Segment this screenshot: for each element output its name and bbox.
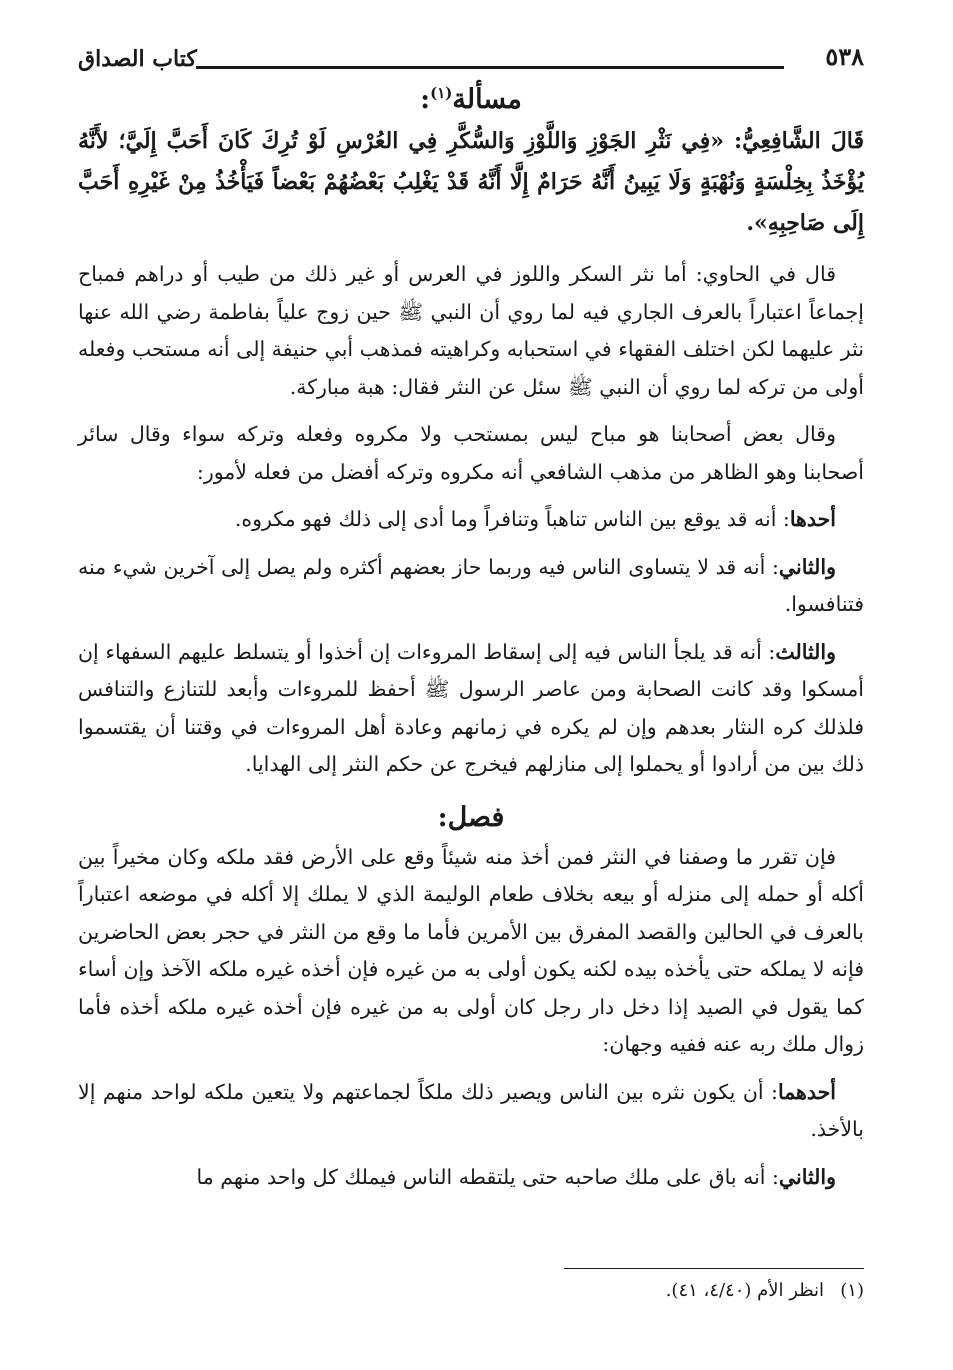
book-title: كتاب الصداق: [78, 46, 197, 72]
section-heading-fasl: فصل:: [437, 801, 505, 833]
heading-text: مسألة: [452, 84, 522, 115]
item-label: أحدهما: [777, 1079, 836, 1104]
item-text: : أنه باق على ملك صاحبه حتى يلتقطه الناس فيملك كل واحد منهم ما: [196, 1164, 779, 1189]
footnote-rule: [564, 1268, 864, 1269]
item-label: أحدها: [789, 507, 836, 531]
footnote-number: (١): [840, 1280, 864, 1301]
paragraph: قال في الحاوي: أما نثر السكر واللوز في العرس أو غير ذلك من طيب أو دراهم فمباح إجماعاً اعتباراً بالعرف الجاري فيه لما روي أن النبي ﷺ حين زوج علياً بفاطمة رضي الله عنها نثر عليهما لكن اختلف الفقهاء في استحبابه وكراهيته فمذهب أبي حنيفة إلى أنه مستحب وفعله أولى من تركه لما روي أن النبي ﷺ سئل عن النثر فقال: هبة مباركة.: [78, 262, 864, 399]
page-number: ٥٣٨: [825, 42, 864, 71]
footnote-ref[interactable]: (١): [430, 84, 453, 102]
footnote-text: انظر الأم (٤/٤٠، ٤١).: [665, 1280, 824, 1301]
item-text: : أنه قد يوقع بين الناس تناهباً وتنافراً وما أدى إلى ذلك فهو مكروه.: [234, 507, 790, 531]
footnote-area: [78, 0, 864, 1370]
item-text: : أنه قد لا يتساوى الناس فيه وربما حاز بعضهم أكثره ولم يصل إلى آخرين شيء منه فتنافسوا.: [78, 554, 864, 616]
footnote: [78, 1280, 864, 1301]
item-label: والثاني: [778, 554, 836, 579]
paragraph: وقال بعض أصحابنا هو مباح ليس بمستحب ولا مكروه وفعله وتركه سواء وقال سائر أصحابنا وهو الظاهر من مذهب الشافعي أنه مكروه وتركه أفضل من فعله لأمور:: [78, 422, 864, 484]
paragraph: فإن تقرر ما وصفنا في النثر فمن أخذ منه شيئاً وقع على الأرض فقد ملكه وكان مخيراً بين أكله أو حمله إلى منزله أو بيعه بخلاف طعام الوليمة الذي لا يملك إلا أكله في موضعه اعتباراً بالعرف في الحالين والقصد المفرق بين الأمرين فأما ما وقع من النثر في حجر بعض الحاضرين فإنه لا يملكه حتى يأخذه بيده لكنه يكون أولى به من غيره فإن أخذه غيره ملكه الآخذ وإن أساء كما يقول في الصيد إذا دخل دار رجل كان أولى به من غيره فإن أخذه غيره ملكه أخذه فأما زوال ملك ربه عنه ففيه وجهان:: [78, 844, 864, 1056]
item-label: والثالث: [775, 639, 836, 664]
heading-colon: :: [420, 84, 431, 115]
item-text: : أن يكون نثره بين الناس ويصير ذلك ملكاً لجماعتهم ولا يتعين ملكه لواحد منهم إلا بالأخذ.: [78, 1079, 864, 1141]
item-text: : أنه قد يلجأ الناس فيه إلى إسقاط المروءات إن أخذوا أو يتسلط عليهم السفهاء إن أمسكوا وقد كانت الصحابة ومن عاصر الرسول ﷺ أحفظ للمروءات وأبعد للتنازع والتنافس فلذلك كره النثار بعدهم وإن لم يكره في زمانهم وعادة أهل المروءات في وقتنا أن يقتسموا ذلك بين من أرادوا أو يحملوا إلى منازلهم فيخرج عن حكم النثر إلى الهدايا.: [78, 639, 864, 776]
item-label: والثاني: [778, 1164, 836, 1189]
shafii-quote: قَالَ الشَّافِعِيُّ: «فِي نَثْرِ الجَوْزِ وَاللَّوْزِ وَالسُّكَّرِ فِي العُرْسِ لَوْ تُرِكَ كَانَ أَحَبَّ إِلَيَّ؛ لأَنَّهُ يُؤْخَذُ بِخِلْسَةٍ وَنُهْبَةٍ وَلَا يَبِينُ أَنَّهُ حَرَامٌ إِلَّا أَنَّهُ قَدْ يَغْلِبُ بَعْضُهُمْ بَعْضاً فَيَأْخُذُ مِنْ غَيْرِهِ أَحَبَّ إِلَى صَاحِبِهِ».: [78, 128, 864, 236]
